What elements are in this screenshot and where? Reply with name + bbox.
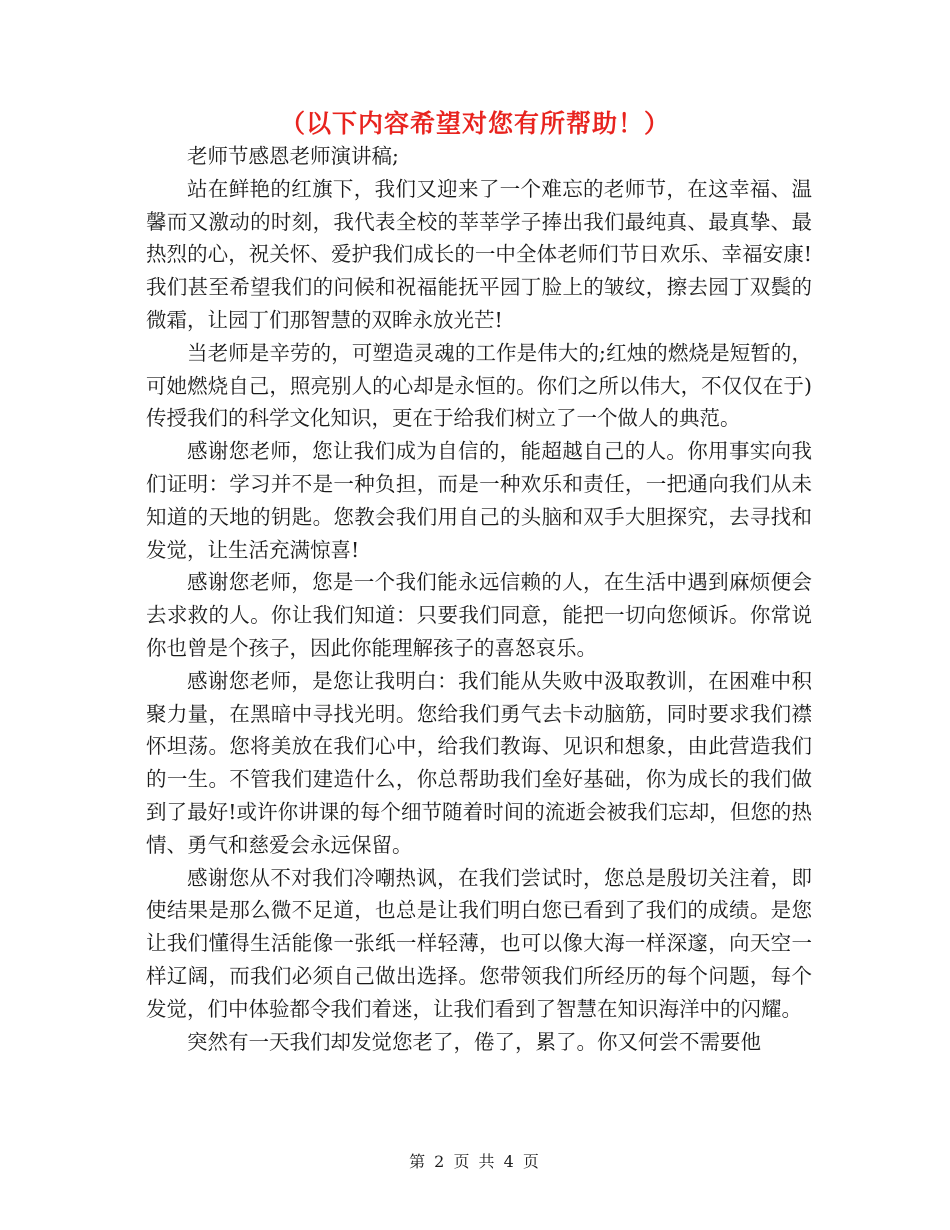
paragraph: 当老师是辛劳的，可塑造灵魂的工作是伟大的;红烛的燃烧是短暂的，可她燃烧自己，照亮别人的心却是永恒的。你们之所以伟大，不仅仅在于)传授我们的科学文化知识，更在于给我们树立了一个做人的典范。 [146, 340, 812, 431]
body-text [146, 140, 812, 1058]
paragraph: 感谢您老师，您让我们成为自信的，能超越自己的人。你用事实向我们证明：学习并不是一种负担，而是一种欢乐和责任，一把通向我们从未知道的天地的钥匙。您教会我们用自己的头脑和双手大胆探究，去寻找和发觉，让生活充满惊喜! [146, 439, 812, 562]
page-banner: （以下内容希望对您有所帮助！） [279, 109, 670, 138]
paragraph: 突然有一天我们却发觉您老了，倦了，累了。你又何尝不需要他 [187, 1029, 761, 1054]
paragraph: 感谢您从不对我们冷嘲热讽，在我们尝试时，您总是殷切关注着，即使结果是那么微不足道，也总是让我们明白您已看到了我们的成绩。是您让我们懂得生活能像一张纸一样轻薄，也可以像大海一样深邃，向天空一样辽阔，而我们必须自己做出选择。您带领我们所经历的每个问题，每个发觉，们中体验都令我们着迷，让我们看到了智慧在知识海洋中的闪耀。 [146, 865, 812, 1021]
paragraph: 感谢您老师，您是一个我们能永远信赖的人，在生活中遇到麻烦便会去求救的人。你让我们知道：只要我们同意，能把一切向您倾诉。你常说你也曾是个孩子，因此你能理解孩子的喜怒哀乐。 [146, 570, 812, 660]
paragraph: 站在鲜艳的红旗下，我们又迎来了一个难忘的老师节，在这幸福、温馨而又激动的时刻，我代表全校的莘莘学子捧出我们最纯真、最真挚、最热烈的心，祝关怀、爱护我们成长的一中全体老师们节日欢乐、幸福安康!我们甚至希望我们的问候和祝福能抚平园丁脸上的皱纹，擦去园丁双鬓的微霜，让园丁们那智慧的双眸永放光芒! [146, 176, 812, 332]
page-number-footer: 第 2 页 共 4 页 [409, 1152, 541, 1171]
paragraph-title: 老师节感恩老师演讲稿; [187, 144, 399, 168]
paragraph: 感谢您老师，是您让我明白：我们能从失败中汲取教训，在困难中积聚力量，在黑暗中寻找光明。您给我们勇气去卡动脑筋，同时要求我们襟怀坦荡。您将美放在我们心中，给我们教诲、见识和想象，由此营造我们的一生。不管我们建造什么，你总帮助我们垒好基础，你为成长的我们做到了最好!或许你讲课的每个细节随着时间的流逝会被我们忘却，但您的热情、勇气和慈爱会永远保留。 [146, 668, 812, 857]
